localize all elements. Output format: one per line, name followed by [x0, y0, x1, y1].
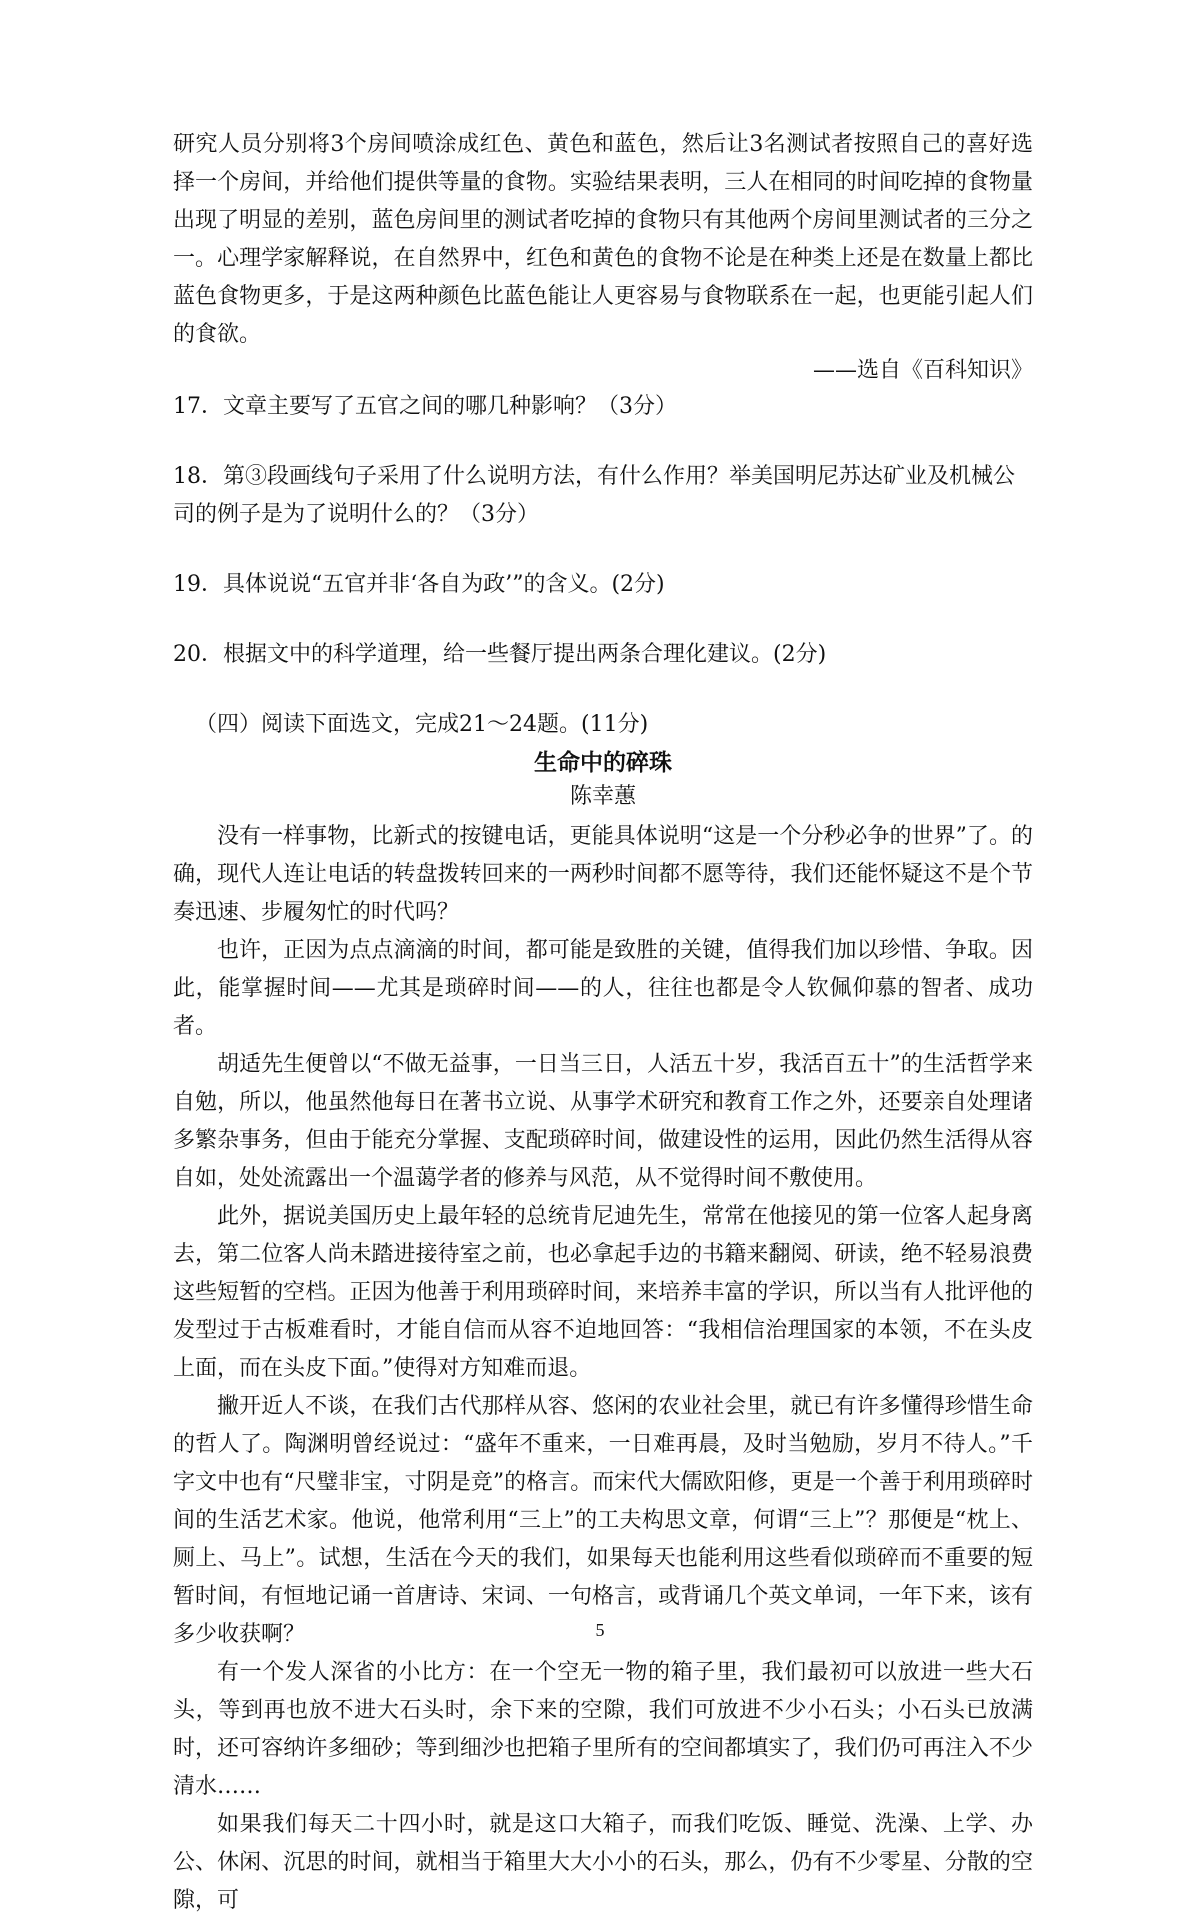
article-paragraph: 撇开近人不谈，在我们古代那样从容、悠闲的农业社会里，就已有许多懂得珍惜生命的哲人了。陶渊明曾经说过：“盛年不重来，一日难再晨，及时当勉励，岁月不待人。”千字文中也有“尺璧非宝，寸阴是竞”的格言。而宋代大儒欧阳修，更是一个善于利用琐碎时间的生活艺术家。他说，他常利用“三上”的工夫构思文章，何谓“三上”？那便是“枕上、厕上、马上”。试想，生活在今天的我们，如果每天也能利用这些看似琐碎而不重要的短暂时间，有恒地记诵一首唐诗、宋词、一句格言，或背诵几个英文单词，一年下来，该有多少收获啊？: [173, 1394, 1033, 1647]
question-19: 19．具体说说“五官并非‘各自为政’”的含义。(2分): [173, 572, 665, 597]
question-18: 18．第③段画线句子采用了什么说明方法，有什么作用？举美国明尼苏达矿业及机械公司的例子是为了说明什么的？（3分）: [173, 464, 1015, 527]
article-title: 生命中的碎珠: [534, 750, 672, 776]
article-author: 陈幸蕙: [569, 784, 636, 809]
intro-paragraph: 研究人员分别将3个房间喷涂成红色、黄色和蓝色，然后让3名测试者按照自己的喜好选择一个房间，并给他们提供等量的食物。实验结果表明，三人在相同的时间吃掉的食物量出现了明显的差别，蓝色房间里的测试者吃掉的食物只有其他两个房间里测试者的三分之一。心理学家解释说，在自然界中，红色和黄色的食物不论是在种类上还是在数量上都比蓝色食物更多，于是这两种颜色比蓝色能让人更容易与食物联系在一起，也更能引起人们的食欲。: [173, 132, 1033, 347]
article-paragraph: 胡适先生便曾以“不做无益事，一日当三日，人活五十岁，我活百五十”的生活哲学来自勉，所以，他虽然他每日在著书立说、从事学术研究和教育工作之外，还要亲自处理诸多繁杂事务，但由于能充分掌握、支配琐碎时间，做建设性的运用，因此仍然生活得从容自如，处处流露出一个温蔼学者的修养与风范，从不觉得时间不敷使用。: [173, 1052, 1033, 1191]
page-number: 5: [595, 1620, 605, 1640]
article-paragraph: 也许，正因为点点滴滴的时间，都可能是致胜的关键，值得我们加以珍惜、争取。因此，能掌握时间——尤其是琐碎时间——的人，往往也都是令人钦佩仰慕的智者、成功者。: [173, 938, 1033, 1039]
page-content: [173, 126, 1033, 1920]
source-citation: ——选自《百科知识》: [812, 358, 1033, 383]
section-heading: （四）阅读下面选文，完成21～24题。(11分): [195, 712, 649, 737]
article-paragraph: 此外，据说美国历史上最年轻的总统肯尼迪先生，常常在他接见的第一位客人起身离去，第二位客人尚未踏进接待室之前，也必拿起手边的书籍来翻阅、研读，绝不轻易浪费这些短暂的空档。正因为他善于利用琐碎时间，来培养丰富的学识，所以当有人批评他的发型过于古板难看时，才能自信而从容不迫地回答：“我相信治理国家的本领，不在头皮上面，而在头皮下面。”使得对方知难而退。: [173, 1204, 1033, 1381]
article-paragraph: 有一个发人深省的小比方：在一个空无一物的箱子里，我们最初可以放进一些大石头，等到再也放不进大石头时，余下来的空隙，我们可放进不少小石头；小石头已放满时，还可容纳许多细砂；等到细沙也把箱子里所有的空间都填实了，我们仍可再注入不少清水……: [173, 1660, 1033, 1799]
question-20: 20．根据文中的科学道理，给一些餐厅提出两条合理化建议。(2分): [173, 642, 827, 667]
article-paragraph: 如果我们每天二十四小时，就是这口大箱子，而我们吃饭、睡觉、洗澡、上学、办公、休闲、沉思的时间，就相当于箱里大大小小的石头，那么，仍有不少零星、分散的空隙，可: [173, 1812, 1033, 1913]
article-paragraph: 没有一样事物，比新式的按键电话，更能具体说明“这是一个分秒必争的世界”了。的确，现代人连让电话的转盘拨转回来的一两秒时间都不愿等待，我们还能怀疑这不是个节奏迅速、步履匆忙的时代吗？: [173, 824, 1033, 925]
question-17: 17．文章主要写了五官之间的哪几种影响？（3分）: [173, 394, 677, 419]
